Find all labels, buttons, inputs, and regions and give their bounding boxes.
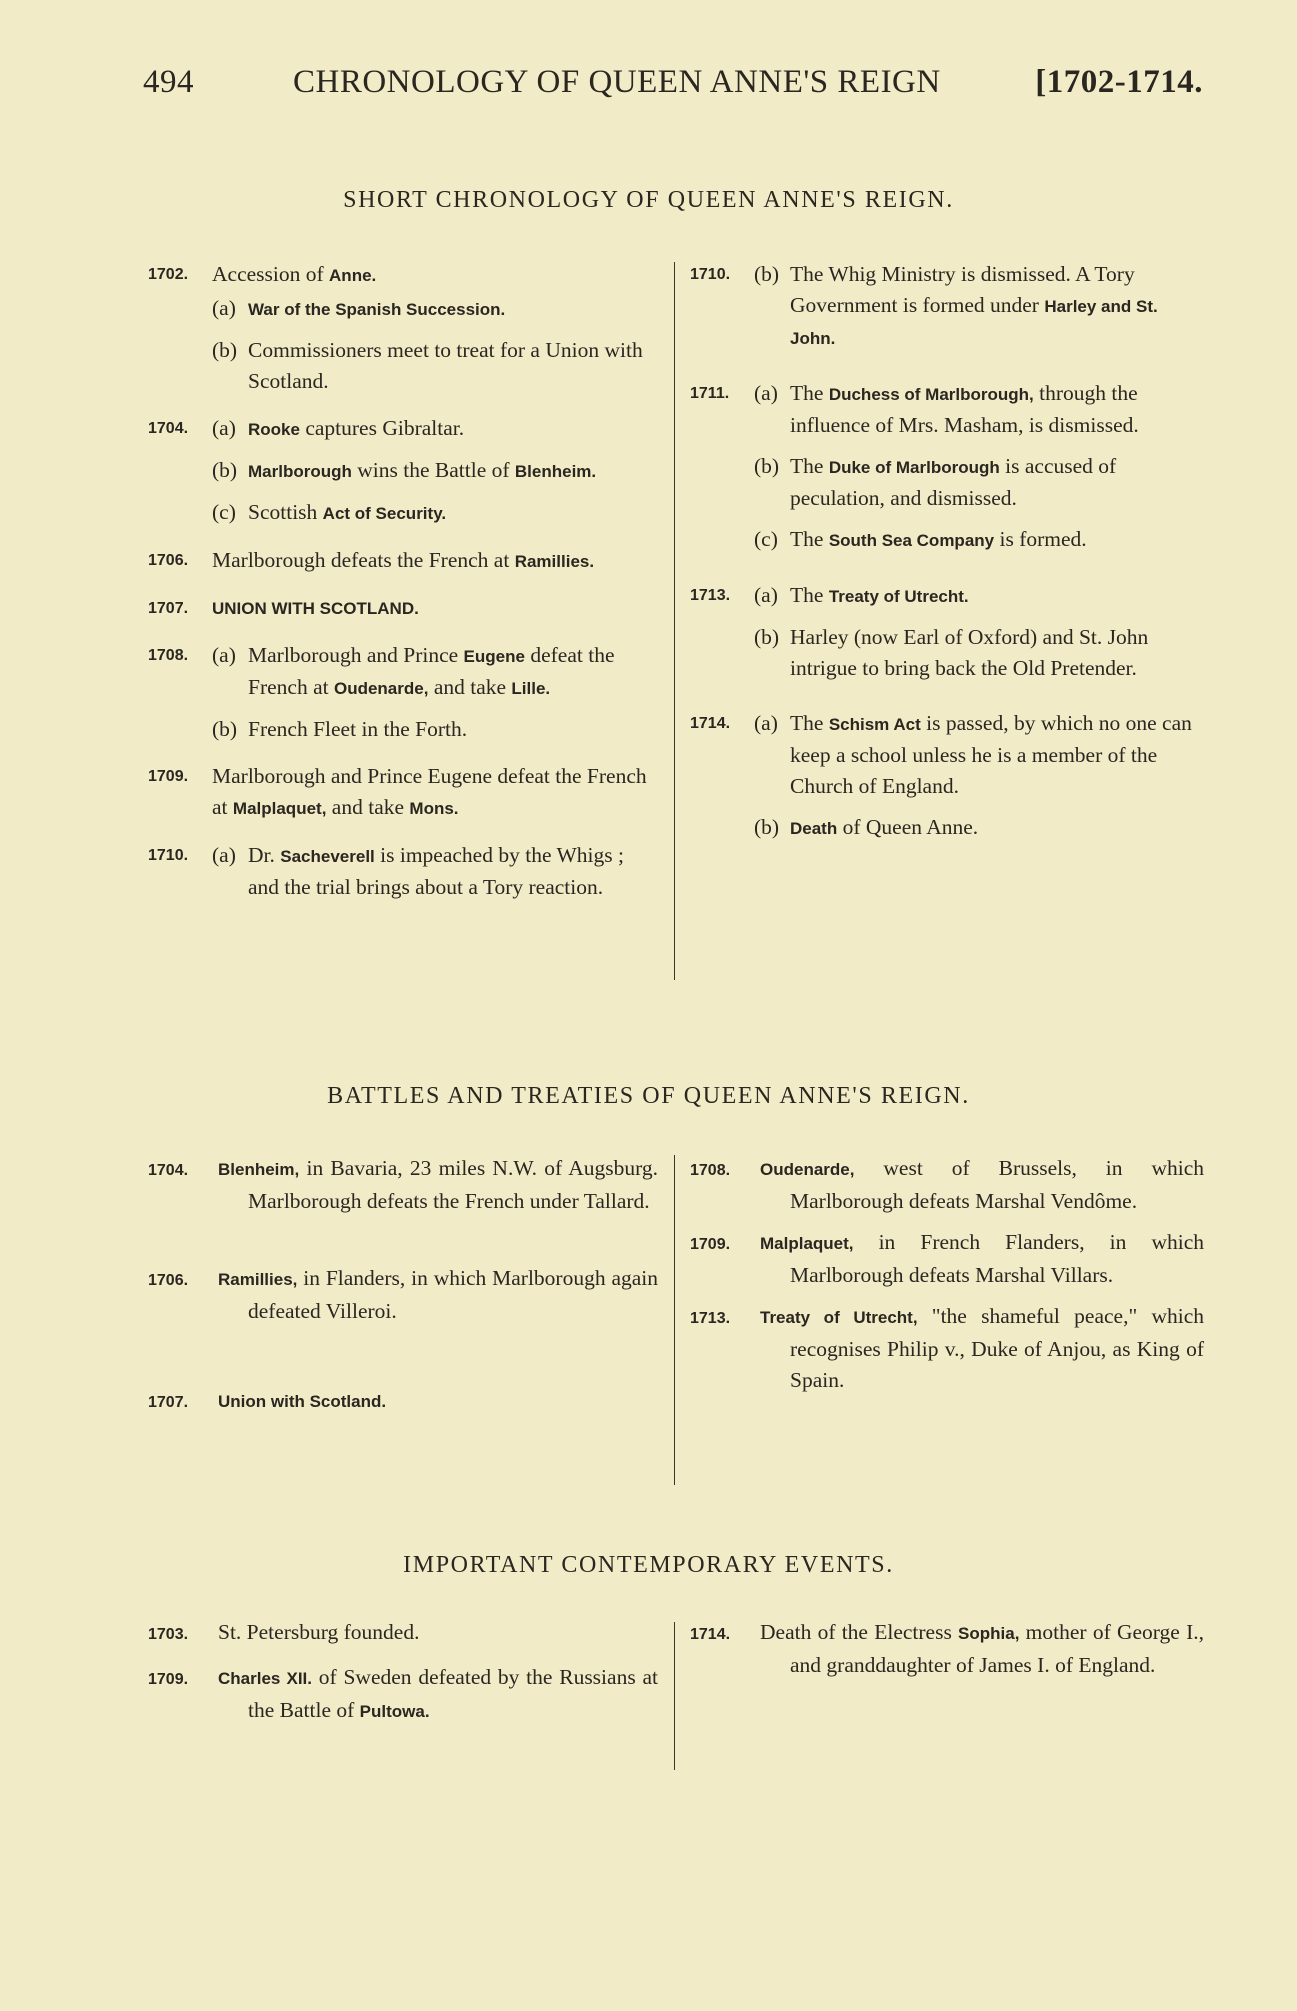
sub-entry: (a) Marlborough and Prince Eugene defeat the French at Oudenarde, and take Lille. [212,643,615,699]
battles-left [148,1153,658,1428]
battle-1707: 1707. Union with Scotland. [148,1392,387,1411]
sub-entry: (b) The Duke of Marlborough is accused of peculation, and dismissed. [754,454,1117,510]
sub-entry: (a) Dr. Sacheverell is impeached by the Whigs ; and the trial brings about a Tory reaction. [212,843,624,899]
entry-1714: 1714. (a) The Schism Act is passed, by which no one can keep a school unless he is a member of the Church of England. (b) Death of Queen Anne. [690,708,1204,844]
entry-1708: 1708. (a) Marlborough and Prince Eugene defeat the French at Oudenarde, and take Lille. (b) French Fleet in the Forth. [148,640,658,745]
sub-entry: (a) War of the Spanish Succession. [212,296,506,320]
year: 1702. [148,266,189,283]
entry-1706: 1706. Marlborough defeats the French at Ramillies. [148,548,595,572]
battle-1706: 1706. Ramillies, in Flanders, in which Marlborough again defeated Villeroi. [148,1266,658,1323]
entry-1710b: 1710. (b) The Whig Ministry is dismissed. A Tory Government is formed under Harley and St. John. [690,259,1204,354]
column-divider [674,1622,675,1770]
event-1703: 1703. St. Petersburg founded. [148,1620,420,1644]
sub-entry: (b) Death of Queen Anne. [754,815,979,839]
events-right [690,1617,1204,1691]
short-chronology-left [148,259,658,919]
event-1714: 1714. Death of the Electress Sophia, mother of George I., and granddaughter of James I. of England. [690,1620,1204,1677]
sub-entry: (c) Scottish Act of Security. [212,500,447,524]
short-chronology-right [690,259,1204,860]
battles-right [690,1153,1204,1406]
entry-1713: 1713. (a) The Treaty of Utrecht. (b) Harley (now Earl of Oxford) and St. John intrigue to bring back the Old Pretender. [690,580,1204,684]
events-left [148,1617,658,1737]
sub-entry: (b) Harley (now Earl of Oxford) and St. John intrigue to bring back the Old Pretender. [754,625,1149,680]
column-divider [674,1155,675,1485]
sub-entry: (a) The Schism Act is passed, by which no one can keep a school unless he is a member of the Church of England. [754,711,1192,798]
sub-entry: (c) The South Sea Company is formed. [754,527,1087,551]
entry-1711: 1711. (a) The Duchess of Marlborough, through the influence of Mrs. Masham, is dismissed. (b) The Duke of Marlborough is accused of peculation, and dismissed. (c) The South Sea Company is formed. [690,378,1204,556]
page-number: 494 [143,64,194,100]
short-chronology-title: SHORT CHRONOLOGY OF QUEEN ANNE'S REIGN. [343,187,954,213]
date-range: [1702-1714. [1035,64,1203,100]
entry-1710a: 1710. (a) Dr. Sacheverell is impeached by the Whigs ; and the trial brings about a Tory reaction. [148,840,658,903]
sub-entry: (b) The Whig Ministry is dismissed. A Tory Government is formed under Harley and St. John. [754,262,1158,348]
sub-entry: (a) The Duchess of Marlborough, through the influence of Mrs. Masham, is dismissed. [754,381,1139,437]
running-head [143,64,1203,114]
entry-1702: 1702. Accession of Anne. (a) War of the Spanish Succession. (b) Commissioners meet to treat for a Union with Scotland. [148,259,658,397]
entry-1704: 1704. (a) Rooke captures Gibraltar. (b) Marlborough wins the Battle of Blenheim. (c) Scottish Act of Security. [148,413,658,529]
battles-treaties-title: BATTLES AND TREATIES OF QUEEN ANNE'S REIGN. [327,1083,970,1109]
battle-1709: 1709. Malplaquet, in French Flanders, in which Marlborough defeats Marshal Villars. [690,1230,1204,1287]
sub-entry: (b) Marlborough wins the Battle of Blenheim. [212,458,597,482]
sub-entry: (b) French Fleet in the Forth. [212,717,468,741]
sub-entry: (b) Commissioners meet to treat for a Union with Scotland. [212,338,643,393]
running-title: CHRONOLOGY OF QUEEN ANNE'S REIGN [293,64,941,100]
entry-1707: 1707. UNION WITH SCOTLAND. [148,599,419,618]
sub-entry: (a) Rooke captures Gibraltar. [212,416,465,440]
sub-entry: (a) The Treaty of Utrecht. [754,583,969,607]
contemporary-events-title: IMPORTANT CONTEMPORARY EVENTS. [403,1552,894,1578]
entry-1709: 1709. Marlborough and Prince Eugene defeat the French at Malplaquet, and take Mons. [148,764,647,819]
battle-1708: 1708. Oudenarde, west of Brussels, in which Marlborough defeats Marshal Vendôme. [690,1156,1204,1213]
treaty-1713: 1713. Treaty of Utrecht, "the shameful peace," which recognises Philip v., Duke of Anjou, as King of Spain. [690,1304,1205,1392]
column-divider [674,262,675,980]
event-1709: 1709. Charles XII. of Sweden defeated by the Russians at the Battle of Pultowa. [148,1665,658,1722]
battle-1704: 1704. Blenheim, in Bavaria, 23 miles N.W. of Augsburg. Marlborough defeats the French under Tallard. [148,1156,658,1213]
